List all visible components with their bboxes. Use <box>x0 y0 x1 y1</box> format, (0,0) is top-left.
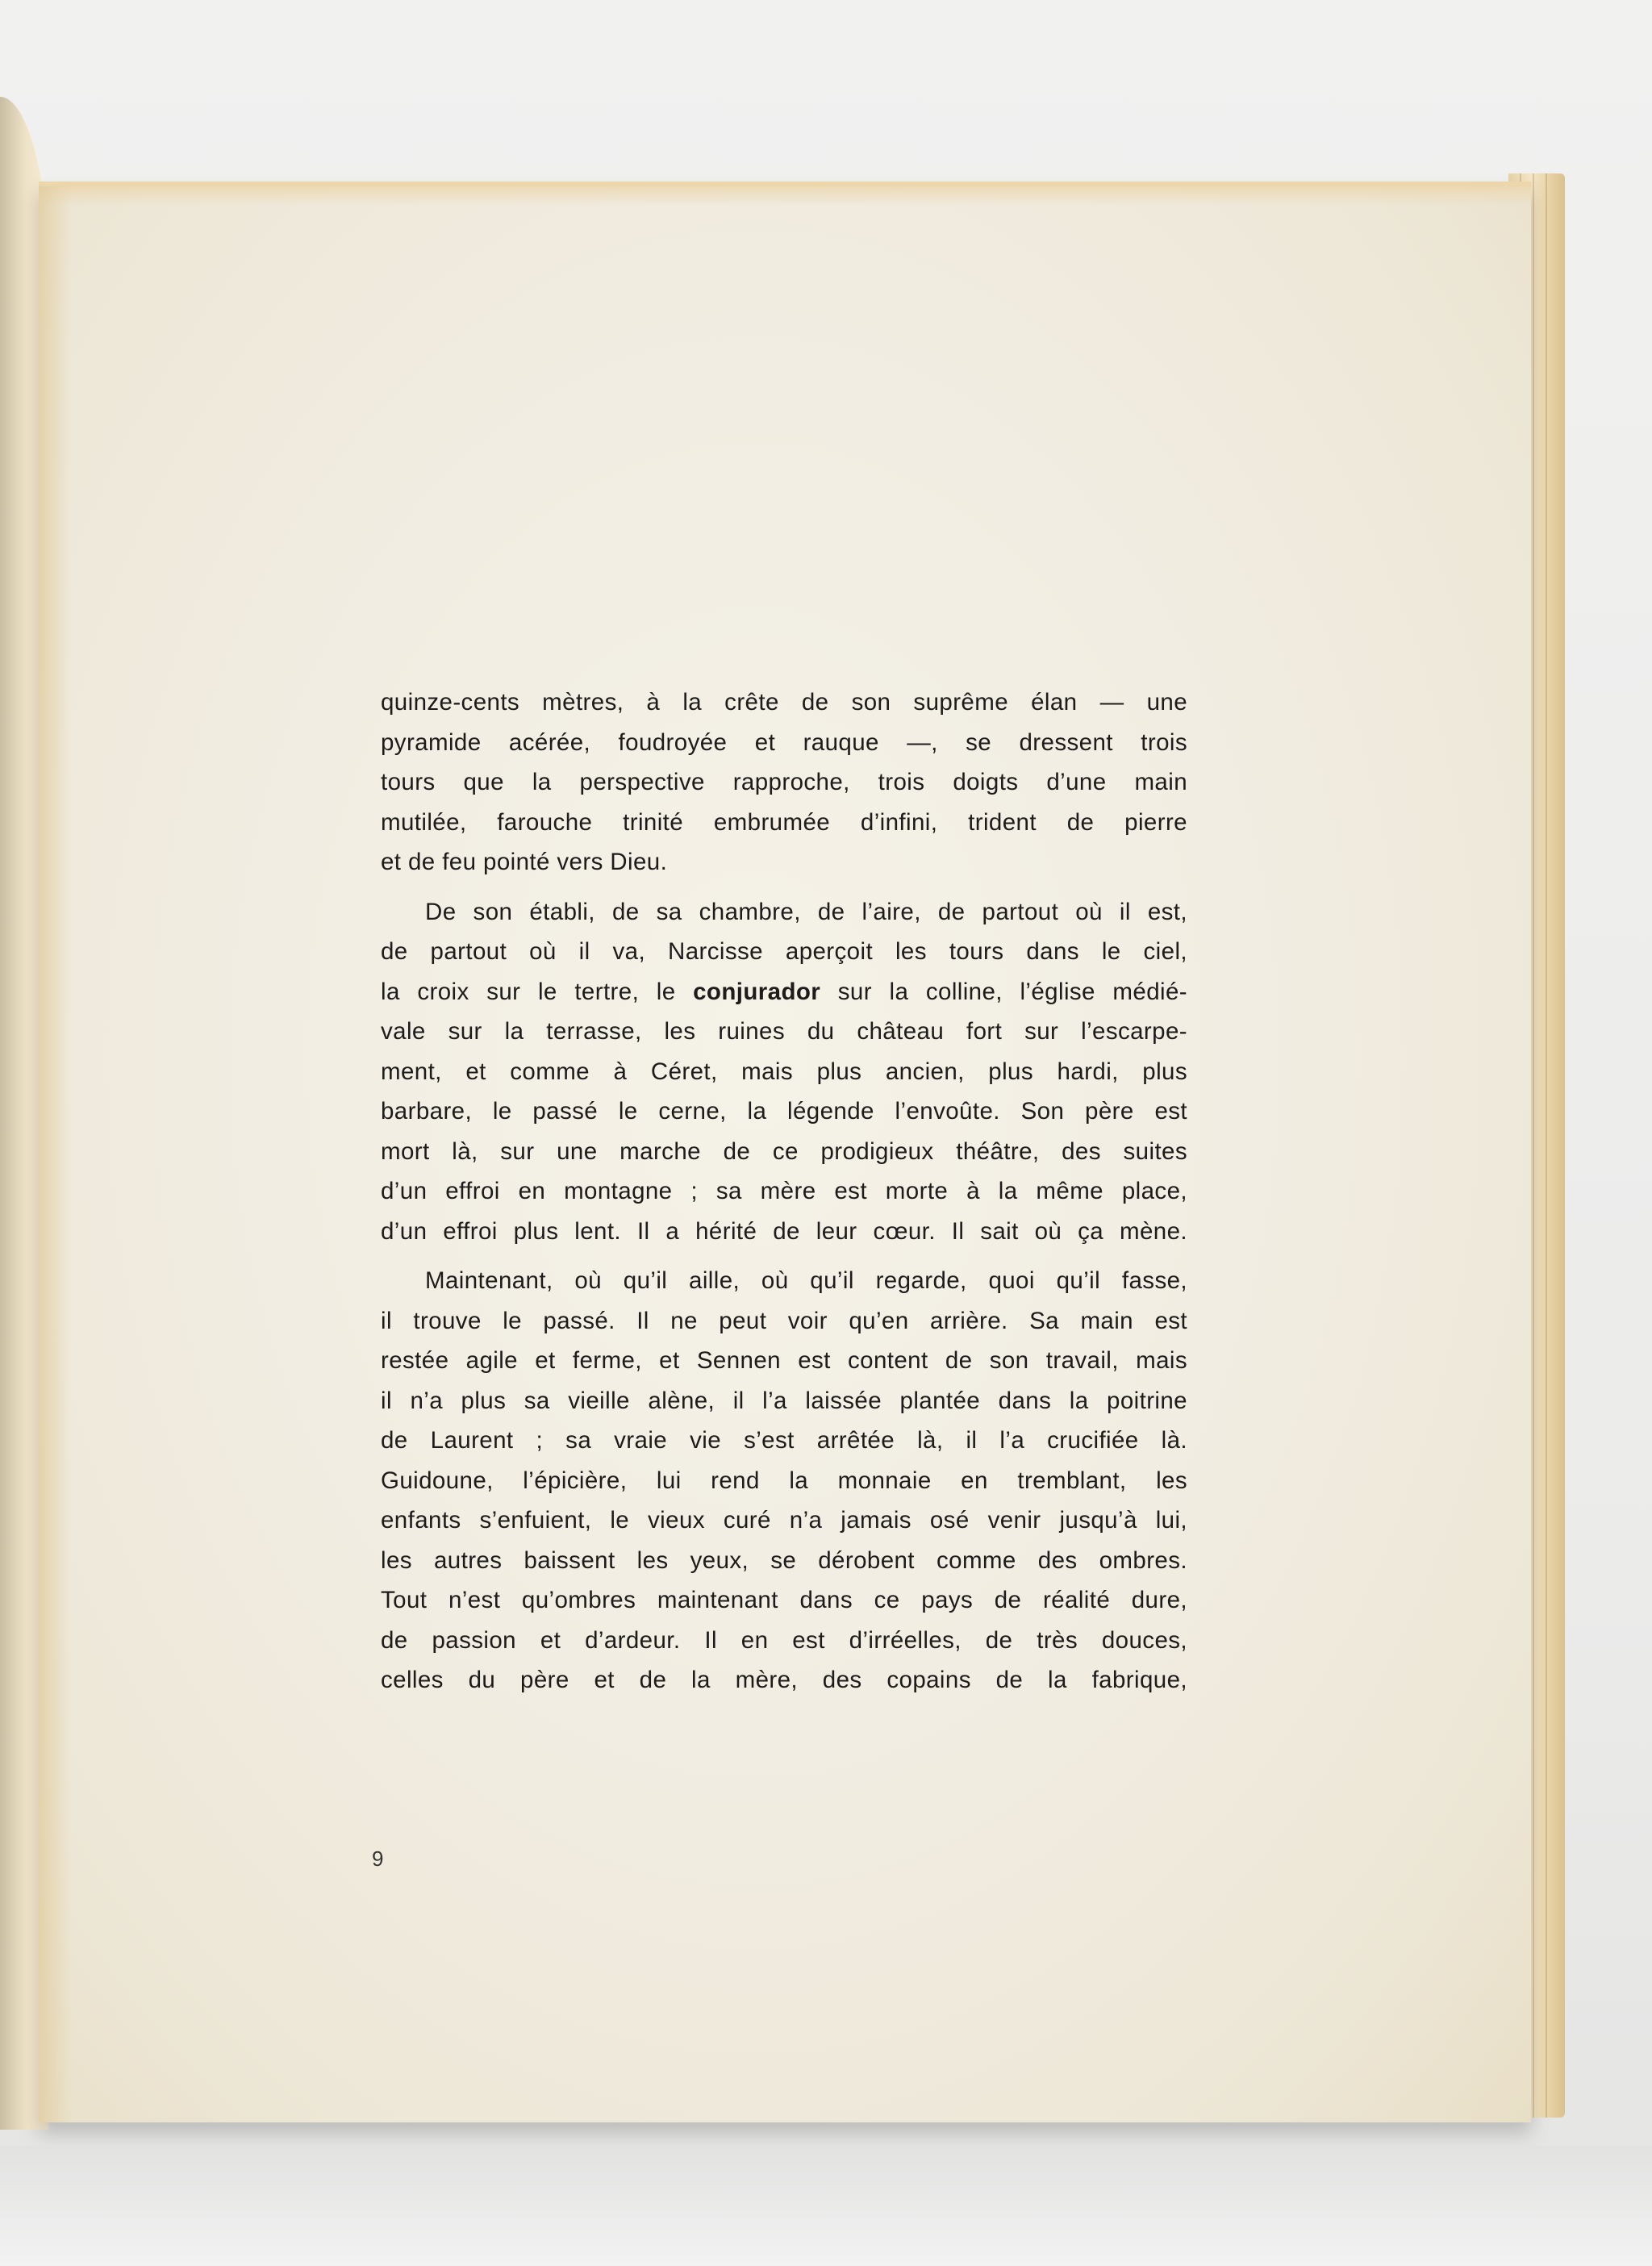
page-number: 9 <box>372 1847 384 1871</box>
text-line: barbare, le passé le cerne, la légende l’envoûte. Son père est <box>381 1098 1187 1125</box>
text-line: mort là, sur une marche de ce prodigieux théâtre, des suites <box>381 1137 1187 1165</box>
text-line: celles du père et de la mère, des copains de la fabrique, <box>381 1667 1187 1693</box>
text-line: pyramide acérée, foudroyée et rauque —, se dressent trois <box>381 728 1187 756</box>
text-line: de partout où il va, Narcisse aperçoit les tours dans le ciel, <box>381 938 1187 965</box>
text-line: de passion et d’ardeur. Il en est d’irréelles, de très douces, <box>381 1626 1187 1654</box>
text-line: et de feu pointé vers Dieu. <box>381 849 668 875</box>
text-fragment: sur la colline, l’église médié- <box>820 978 1188 1005</box>
text-line: Maintenant, où qu’il aille, où qu’il regarde, quoi qu’il fasse, <box>425 1267 1187 1294</box>
page-edge-line <box>1546 173 1547 2118</box>
emphasized-word: conjurador <box>693 978 821 1005</box>
text-line-with-emphasis <box>381 972 1187 1012</box>
text-line: tours que la perspective rapproche, trois doigts d’une main <box>381 769 1187 795</box>
text-line: il trouve le passé. Il ne peut voir qu’en arrière. Sa main est <box>381 1307 1187 1334</box>
text-line: mutilée, farouche trinité embrumée d’infini, trident de pierre <box>381 808 1187 836</box>
text-fragment: la croix sur le tertre, le <box>381 978 694 1005</box>
text-line: ment, et comme à Céret, mais plus ancien, plus hardi, plus <box>381 1058 1187 1085</box>
text-line: les autres baissent les yeux, se dérobent comme des ombres. <box>381 1546 1187 1574</box>
body-text <box>381 682 1187 1701</box>
text-line: De son établi, de sa chambre, de l’aire, de partout où il est, <box>425 898 1187 925</box>
page-top-edge <box>39 182 1531 206</box>
text-line: quinze-cents mètres, à la crête de son suprême élan — une <box>381 689 1187 716</box>
text-line: vale sur la terrasse, les ruines du château fort sur l’escarpe- <box>381 1018 1187 1045</box>
page-gutter-edge <box>39 186 71 2122</box>
text-line: il n’a plus sa vieille alène, il l’a laissée plantée dans la poitrine <box>381 1387 1187 1414</box>
text-line: Tout n’est qu’ombres maintenant dans ce pays de réalité dure, <box>381 1587 1187 1613</box>
text-line: de Laurent ; sa vraie vie s’est arrêtée là, il l’a crucifiée là. <box>381 1427 1187 1454</box>
text-line: d’un effroi plus lent. Il a hérité de leur cœur. Il sait où ça mène. <box>381 1217 1187 1245</box>
text-line: restée agile et ferme, et Sennen est content de son travail, mais <box>381 1347 1187 1374</box>
page-edge-line <box>1533 173 1534 2118</box>
text-line: d’un effroi en montagne ; sa mère est morte à la même place, <box>381 1178 1187 1204</box>
text-line: enfants s’enfuient, le vieux curé n’a jamais osé venir jusqu’à lui, <box>381 1507 1187 1534</box>
table-surface <box>0 2146 1652 2266</box>
text-line: Guidoune, l’épicière, lui rend la monnaie en tremblant, les <box>381 1467 1187 1494</box>
book-page <box>39 182 1531 2122</box>
